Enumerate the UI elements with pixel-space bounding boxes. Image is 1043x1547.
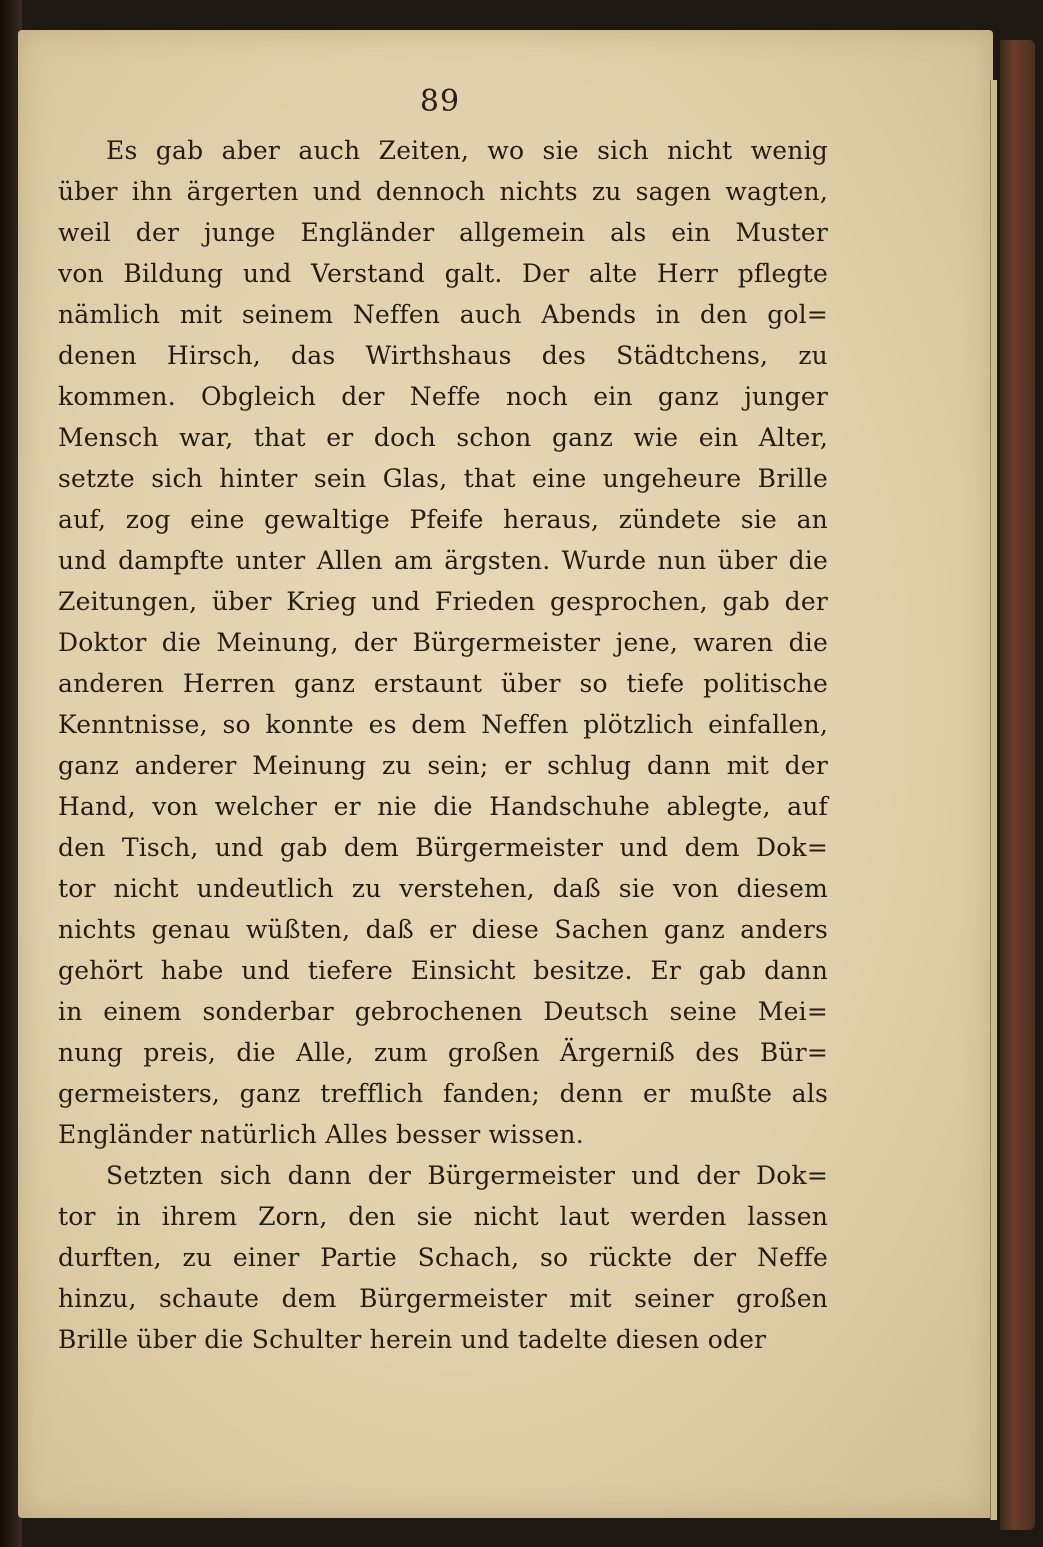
text-line: germeisters, ganz trefflich fanden; denn er mußte als: [58, 1079, 828, 1108]
paragraph: [58, 1155, 828, 1360]
text-line: tor in ihrem Zorn, den sie nicht laut werden lassen: [58, 1202, 828, 1231]
text-line: durften, zu einer Partie Schach, so rückte der Neffe: [58, 1243, 828, 1272]
text-line: in einem sonderbar gebrochenen Deutsch seine Mei=: [58, 997, 828, 1026]
text-line: über ihn ärgerten und dennoch nichts zu sagen wagten,: [58, 177, 828, 206]
text-line: weil der junge Engländer allgemein als ein Muster: [58, 218, 828, 247]
text-line: Kenntnisse, so konnte es dem Neffen plötzlich einfallen,: [58, 710, 828, 739]
text-line: nung preis, die Alle, zum großen Ärgerniß des Bür=: [58, 1038, 828, 1067]
text-line: Zeitungen, über Krieg und Frieden gesprochen, gab der: [58, 587, 828, 616]
text-line: Doktor die Meinung, der Bürgermeister jene, waren die: [58, 628, 828, 657]
text-line: Es gab aber auch Zeiten, wo sie sich nicht wenig: [106, 136, 828, 165]
text-line: setzte sich hinter sein Glas, that eine ungeheure Brille: [58, 464, 828, 493]
text-line: kommen. Obgleich der Neffe noch ein ganz junger: [58, 382, 828, 411]
text-line: Engländer natürlich Alles besser wissen.: [58, 1120, 584, 1149]
text-line: tor nicht undeutlich zu verstehen, daß sie von diesem: [58, 874, 828, 903]
text-line: gehört habe und tiefere Einsicht besitze. Er gab dann: [58, 956, 828, 985]
text-line: auf, zog eine gewaltige Pfeife heraus, zündete sie an: [58, 505, 828, 534]
text-line: anderen Herren ganz erstaunt über so tiefe politische: [58, 669, 828, 698]
book-cover-edge: [1000, 40, 1035, 1530]
text-line: nichts genau wüßten, daß er diese Sachen ganz anders: [58, 915, 828, 944]
text-line: den Tisch, und gab dem Bürgermeister und dem Dok=: [58, 833, 828, 862]
text-line: denen Hirsch, das Wirthshaus des Städtchens, zu: [58, 341, 828, 370]
page-stack-edge: [990, 80, 997, 1520]
text-line: Mensch war, that er doch schon ganz wie ein Alter,: [58, 423, 828, 452]
text-line: Setzten sich dann der Bürgermeister und der Dok=: [106, 1161, 828, 1190]
text-line: und dampfte unter Allen am ärgsten. Wurde nun über die: [58, 546, 828, 575]
text-line: Hand, von welcher er nie die Handschuhe ablegte, auf: [58, 792, 828, 821]
text-line: hinzu, schaute dem Bürgermeister mit seiner großen: [58, 1284, 828, 1313]
text-line: ganz anderer Meinung zu sein; er schlug dann mit der: [58, 751, 828, 780]
text-line: nämlich mit seinem Neffen auch Abends in den gol=: [58, 300, 828, 329]
page-text: [58, 130, 828, 1360]
paragraph: [58, 130, 828, 1155]
text-line: Brille über die Schulter herein und tadelte diesen oder: [58, 1325, 767, 1354]
page-number: 89: [419, 84, 461, 119]
text-line: von Bildung und Verstand galt. Der alte Herr pflegte: [58, 259, 828, 288]
